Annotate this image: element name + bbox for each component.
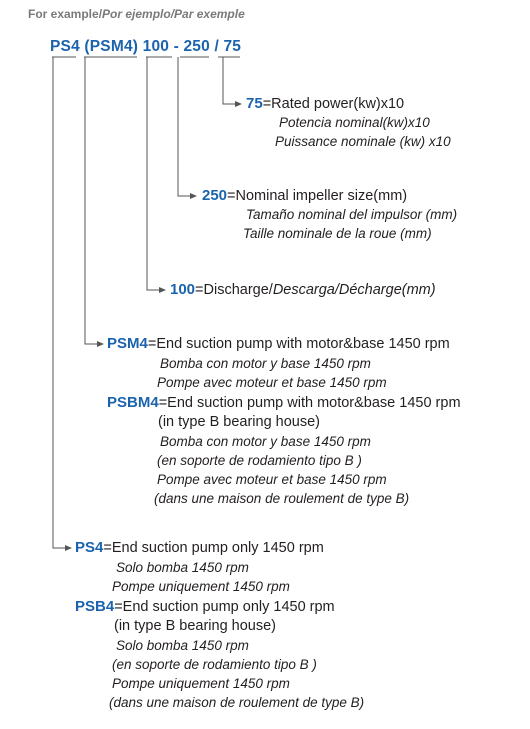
power-es: Potencia nominal(kw)x10 [279,115,430,130]
psm4-fr: Pompe avec moteur et base 1450 rpm [157,375,387,390]
power-text: =Rated power(kw)x10 [262,96,405,112]
psbm4-entry [107,394,461,411]
discharge-code: 100 [170,281,196,298]
leader-100 [147,57,160,290]
psm4-entry [107,335,450,352]
discharge-entry [170,281,436,298]
psb4-sub: (in type B bearing house) [114,618,277,634]
leader-psm4 [85,57,98,344]
psbm4-fr: Pompe avec moteur et base 1450 rpm [157,472,387,487]
leader-75 [223,57,236,104]
leader-250 [178,57,191,196]
psbm4-text: =End suction pump with motor&base 1450 rpm [158,395,461,411]
psm4-code: PSM4 [107,335,148,352]
psm4-text: =End suction pump with motor&base 1450 rpm [147,336,450,352]
impeller-text: =Nominal impeller size(mm) [227,188,408,204]
caption-translations: Por ejemplo/Par exemple [102,7,245,21]
psb4-es-sub: (en soporte de rodamiento tipo B ) [112,657,317,672]
impeller-es: Tamaño nominal del impulsor (mm) [246,207,458,222]
model-code: PS4 (PSM4) 100 - 250 / 75 [50,38,242,55]
psbm4-code: PSBM4 [107,394,159,411]
arrow-ps4 [65,545,72,551]
discharge-text: =Discharge/ [195,282,273,298]
psbm4-es: Bomba con motor y base 1450 rpm [160,434,371,449]
impeller-entry [202,187,407,204]
arrow-250 [190,193,197,199]
discharge-translations: Descarga/Décharge(mm) [272,282,436,298]
psb4-es: Solo bomba 1450 rpm [116,638,249,653]
impeller-fr: Taille nominale de la roue (mm) [243,226,432,241]
impeller-code: 250 [202,187,228,204]
psbm4-sub: (in type B bearing house) [158,414,321,430]
arrow-75 [235,101,242,107]
psb4-text: =End suction pump only 1450 rpm [114,599,335,615]
psbm4-fr-sub: (dans une maison de roulement de type B) [154,491,410,506]
psm4-es: Bomba con motor y base 1450 rpm [160,356,371,371]
power-code: 75 [246,95,263,112]
ps4-text: =End suction pump only 1450 rpm [103,540,324,556]
caption-lead: For example/ [28,7,103,21]
ps4-entry [75,539,324,556]
psb4-code: PSB4 [75,598,115,615]
power-fr: Puissance nominale (kw) x10 [275,134,451,149]
psbm4-es-sub: (en soporte de rodamiento tipo B ) [157,453,362,468]
psb4-fr-sub: (dans une maison de roulement de type B) [109,695,365,710]
ps4-fr: Pompe uniquement 1450 rpm [112,579,290,594]
psb4-entry [75,598,335,615]
arrow-100 [159,287,166,293]
ps4-code: PS4 [75,539,104,556]
arrow-psm4 [97,341,104,347]
power-entry [246,95,404,112]
psb4-fr: Pompe uniquement 1450 rpm [112,676,290,691]
leader-ps4 [53,57,66,548]
ps4-es: Solo bomba 1450 rpm [116,560,249,575]
